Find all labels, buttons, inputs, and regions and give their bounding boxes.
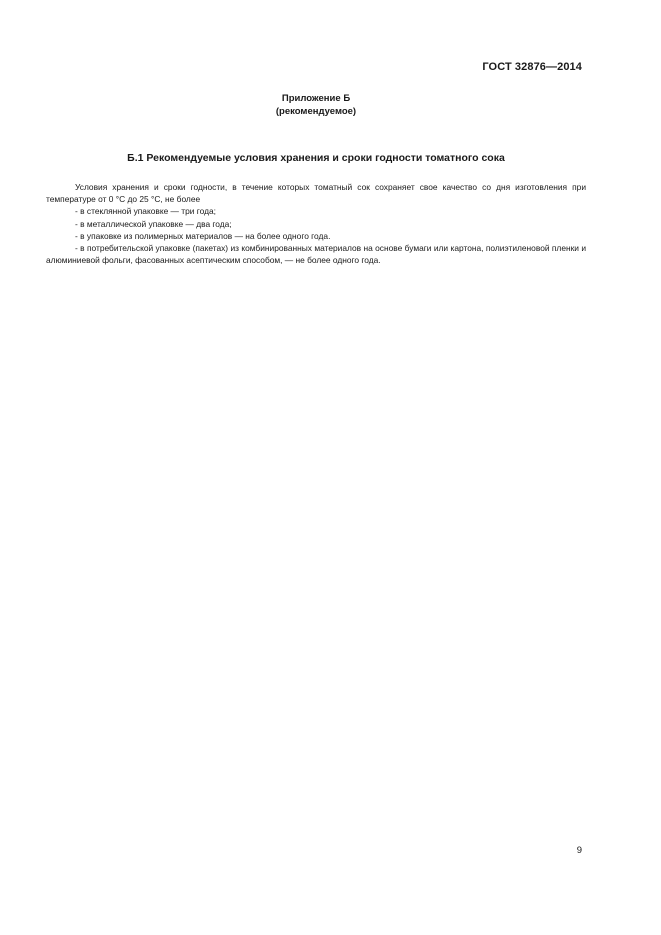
appendix-status: (рекомендуемое) xyxy=(275,106,357,117)
document-body xyxy=(46,181,586,266)
appendix-title: Приложение Б xyxy=(281,93,351,104)
section-title: Б.1 Рекомендуемые условия хранения и сроки годности томатного сока xyxy=(127,152,505,164)
list-item: - в металлической упаковке — два года; xyxy=(75,218,232,229)
standard-code: ГОСТ 32876—2014 xyxy=(482,61,582,73)
intro-paragraph: Условия хранения и сроки годности, в течение которых томатный сок сохраняет свое качество со дня изготовления при температуре от 0 °С до 25 °С, не более xyxy=(46,182,586,205)
list-item: - в стеклянной упаковке — три года; xyxy=(75,206,216,217)
list-item: - в упаковке из полимерных материалов — на более одного года. xyxy=(75,230,331,241)
appendix-heading xyxy=(0,92,632,118)
list-item: - в потребительской упаковке (пакетах) из комбинированных материалов на основе бумаги или картона, полиэтиленовой пленки и алюминиевой фольги, фасованных асептическим способом, — не более одного года. xyxy=(46,243,586,266)
page-number: 9 xyxy=(576,845,582,856)
